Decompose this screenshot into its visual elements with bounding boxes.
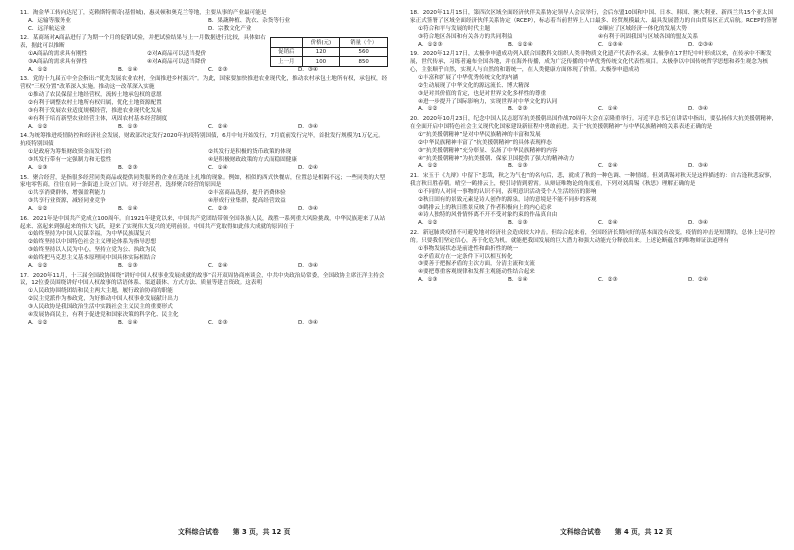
question-stem: 19．2020年12月17日，太极拳申遗成功列入联合国教科文组织人类非物质文化遗产代表作名录。太极拳在17世纪中叶形成以来，在传承中不断发展，世代传承，习练者遍布全国各地，并在海外传播，成为广泛传播的中华优秀传统文化代表性项目。太极拳以中国传统哲学思想和养生观念为核心，主张顺乎自然，实现人与自然的和谐统一，在人类健康方面体现了价值。太极拳申遗成功 — [410, 51, 772, 73]
statement-2: ②顺应了区域经济一体化的发展大势 — [598, 25, 687, 32]
option-b[interactable]: B．①④ — [508, 277, 528, 284]
question-16 — [20, 216, 388, 271]
statement-1: ①丰富和扩展了中华优秀传统文化的内涵 — [418, 74, 519, 81]
option-d[interactable]: D．②③④ — [688, 41, 713, 48]
statement-4: ④是积极财政政策的方式而稳固健康 — [208, 157, 297, 164]
statement-list — [410, 189, 778, 221]
option-c[interactable]: C．②④ — [208, 263, 228, 270]
answer-options — [20, 320, 388, 328]
statement-list — [410, 26, 778, 42]
option-b[interactable]: B．①④ — [118, 206, 138, 213]
option-d[interactable]: D．②④ — [688, 277, 708, 284]
statement-3: ③有利于发展农业适度规模经营，推进农业现代化发展 — [28, 108, 162, 115]
question-20 — [410, 116, 778, 171]
option-c[interactable]: C．②④ — [208, 123, 228, 130]
answer-options — [410, 220, 778, 228]
option-d[interactable]: D．③④ — [688, 163, 708, 170]
table-cell: 促销后 — [271, 47, 303, 57]
page-4-column — [410, 10, 778, 287]
answer-options — [410, 163, 778, 171]
table-header-row — [271, 38, 388, 48]
page-3-column — [20, 10, 388, 330]
page-footer-3 — [178, 526, 290, 536]
statement-2: ②有利于调整农村土地所有权归属，优化土地资源配置 — [28, 100, 162, 107]
question-19 — [410, 51, 778, 114]
option-a[interactable]: A．①② — [418, 163, 438, 170]
question-18 — [410, 10, 778, 50]
option-b[interactable]: B．①③ — [118, 263, 138, 270]
question-stem: 18．2020年11月15日，第四次区域全面经济伙伴关系协定领导人会议举行，会后东盟10国和中国、日本、韩国、澳大利亚、新西兰共15个亚太国家正式签署了区域全面经济伙伴关系协定（RCEP），标志着当前世界上人口最多、经贸规模最大、最具发展潜力的自由贸易区正式启航。RCEP的签署 — [410, 10, 778, 24]
option-b[interactable]: B．①③ — [508, 163, 528, 170]
statement-3: ③符合地区各国和有关各方的共同利益 — [418, 33, 513, 40]
option-a[interactable]: A．①② — [28, 320, 48, 326]
table-cell: 100 — [302, 57, 340, 67]
answer-options — [20, 18, 388, 34]
statement-1: ①共享消费群体，增强盈利能力 — [28, 190, 106, 197]
option-b[interactable]: B．①②④ — [508, 41, 533, 48]
table-row — [271, 47, 388, 57]
option-a[interactable]: A．①② — [28, 123, 48, 130]
page-number: 第 3 页，共 12 页 — [232, 528, 291, 536]
option-d[interactable]: D．③④ — [298, 123, 318, 130]
page-number: 第 4 页，共 12 页 — [614, 528, 673, 536]
price-sales-table — [270, 37, 388, 67]
option-b[interactable]: B．②③ — [118, 165, 138, 171]
question-17 — [20, 273, 388, 328]
exam-title: 文科综合试卷 — [560, 528, 601, 536]
statement-list — [20, 92, 388, 124]
statement-2: ②民主党派作为参政党，为好推动中国人权事业发展献计出力 — [28, 296, 179, 303]
page-footer-4 — [560, 526, 672, 536]
statement-1: ①人民政协围绕团结和民主两大主题，履行政治协商的职能 — [28, 288, 173, 295]
question-stem: 14.为统筹推进疫情防控和经济社会发展，财政部决定发行2020年抗疫特别国债，6月中旬开始发行，7月底前发行完毕，首批发行规模为1万亿元。抗疫特别国债 — [20, 133, 384, 148]
question-stem: 21．宋玉于《九辩》中留下“悲哉，秋之为气也”的名句后，悲，就成了秋的一种色调、一种情绪。但刘禹锡对秋天是这样描述的：自古逢秋悲寂寥，我言秋日胜春朝。晴空一鹤排云上，便引诗情到碧霄。从辩证唯物论的角度看，下列对刘禹锡《秋思》理解正确的是 — [410, 172, 776, 187]
answer-options — [410, 277, 778, 285]
question-11 — [20, 10, 388, 34]
question-stem: 17．2020年11月，十三届全国政协围绕“讲好中国人权事业发展成就的故事”召开双周协商座谈会，中共中央政治局常委，全国政协主席汪洋主持会议，12位委员围绕讲好中国人权故事的话语体系、渠道载体、方式方法、质量等建言资政。这表明 — [20, 272, 385, 287]
question-stem: 16．2021年是中国共产党成立100周年。自1921年建党以来，中国共产党团结带领全国各族人民，战胜一系列重大风险挑战，中华民族迎来了从站起来、富起来到强起来的伟大飞跃，迎来了实现伟大复兴的光明前景。中国共产党取得如此伟大成就的原因在于 — [20, 215, 386, 230]
option-b[interactable]: B．①④ — [118, 320, 138, 326]
statement-list — [20, 149, 388, 165]
option-c[interactable]: C．①④ — [208, 165, 228, 171]
option-d[interactable]: D．③④ — [298, 66, 318, 73]
question-stem: 12．某商场对A商品进行了为期一个月的促销试验，并把试验结果与上一月数据进行比较，具体如右表，据此可以推断 — [20, 35, 266, 50]
statement-2: ②中华民族精神丰富了“抗美援朝精神”的具体表现样态 — [418, 139, 552, 146]
question-14 — [20, 133, 388, 173]
option-b[interactable]: B．果蔬种植、洗衣、杂货等行业 — [208, 17, 291, 24]
statement-2: ②矛盾双方在一定条件下可以相互转化 — [418, 253, 513, 260]
question-stem: 22．新冠肺炎疫情不可避免地对经济社会造成较大冲击。但综合起来看，全国经济长期向好的基本面没有改变，疫情的冲击是短期的，总体上是可控的。只要我们坚定信心，善于化危为机，就能把我国发展的巨大潜力和强大动能充分释放出来。上述论断蕴含的唯物辩证法道理有 — [410, 229, 776, 244]
answer-options — [20, 165, 388, 173]
statement-4: ④发展协商民主，有利于促进党和国家决策的科学化、民主化 — [28, 312, 179, 319]
option-c[interactable]: C．②③ — [208, 206, 228, 213]
answer-options — [20, 263, 388, 271]
question-15 — [20, 175, 388, 215]
statement-1: ①“抗美援朝精神”是对中华民族精神的丰富和发展 — [418, 131, 541, 138]
option-c[interactable]: C．②④ — [598, 220, 618, 227]
table-header-cell — [271, 38, 303, 48]
statement-4: ④进一步提升了国际影响力，实现世界对中华文化的认同 — [418, 98, 558, 105]
option-b[interactable]: B．①④ — [118, 66, 138, 73]
statement-4: ④始终把马克思主义基本原理同中国具体实际相结合 — [28, 255, 157, 262]
statement-2: ②其发行是积极的货币政策的体现 — [208, 149, 292, 156]
option-d[interactable]: D．③④ — [298, 206, 318, 213]
option-a[interactable]: A．①② — [28, 263, 48, 270]
statement-1: ①A商品的需求具有刚性 — [28, 51, 88, 58]
question-13 — [20, 76, 388, 131]
answer-options — [20, 124, 388, 132]
option-a[interactable]: A．①② — [28, 66, 48, 73]
option-b[interactable]: B．②③ — [508, 106, 528, 113]
statement-1: ①始终坚持为中国人民谋幸福，为中华民族谋复兴 — [28, 231, 151, 238]
statement-3: ③要善于把握矛盾的主次方面，分清主流和支流 — [418, 261, 535, 268]
option-a[interactable]: A．运输等服务业 — [28, 17, 71, 24]
option-c[interactable]: C．①④ — [598, 106, 618, 113]
statement-list — [20, 288, 388, 320]
statement-2: ②丰富商品选择，提升消费体验 — [208, 190, 286, 197]
statement-list — [20, 51, 266, 67]
statement-3: ③A商品的需求具有弹性 — [28, 59, 88, 66]
option-d[interactable]: D．宗教文化产业 — [208, 25, 252, 32]
table-cell: 120 — [302, 47, 340, 57]
answer-options — [20, 206, 388, 214]
statement-1: ①符合和平与发展的时代主题 — [418, 25, 491, 32]
statement-list — [410, 246, 778, 278]
question-stem: 11．淘金华工转向达尼丁，克赖斯特彻奇(基督城)，惠灵顿和奥克兰等地，主要从事的产业最可能是 — [20, 10, 267, 16]
option-c[interactable]: C．②④ — [598, 163, 618, 170]
statement-1: ①推动了农民保留土地经营权，流转土地承包权的意愿 — [28, 92, 162, 99]
option-c[interactable]: C．远洋航运业 — [28, 25, 66, 32]
option-c[interactable]: C．②③ — [208, 320, 228, 326]
option-d[interactable]: D．③④ — [298, 263, 318, 270]
question-stem: 13．党的十九届五中全会指出:“优先发展农业农村，全面推进乡村振兴”。为此，国家要加快推进农业现代化，推动农村承包土地所有权，承包权，经营权“三权分置”改革深入实施。推动这一改革深入实施 — [20, 76, 388, 91]
option-a[interactable]: A．①③ — [28, 165, 48, 171]
exam-title: 文科综合试卷 — [178, 528, 219, 536]
statement-3: ③其发行带有一定强制力和无偿性 — [28, 157, 112, 164]
statement-2: ②秋日固有的景致元素是诗人创作的源泉，诗的意境是不能不同步的客观 — [418, 196, 597, 203]
statement-1: ①事物发展状态是前进性和曲折性的统一 — [418, 245, 519, 252]
option-d[interactable]: D．②④ — [298, 165, 318, 171]
statement-4: ④诗人独特的风骨情怀离不开不受对象约束的作品真自由 — [418, 212, 558, 219]
answer-options — [410, 106, 778, 114]
option-d[interactable]: D．③④ — [688, 106, 708, 113]
statement-3: ③共享行业资源，减轻同业竞争 — [28, 198, 106, 205]
question-stem: 20．2020年10月23日，纪念中国人民志愿军抗美援朝出国作战70周年大会在京隆重举行。习近平总书记在讲话中指出，要弘扬伟大抗美援朝精神，在全面开启中国特色社会主义现代化国家建设新征程中勇敢前进。关于“抗美援朝精神”与中华民族精神的关系表述正确的是 — [410, 115, 778, 130]
statement-4: ④有利于培育新型农业经营主体，巩固农村基本经营制度 — [28, 115, 168, 122]
option-d[interactable]: D．③④ — [688, 220, 708, 227]
statement-4: ④形成行业集群，提高经营效益 — [208, 198, 286, 205]
option-d[interactable]: D．③④ — [298, 320, 318, 326]
statement-list — [20, 190, 388, 206]
table-cell: 850 — [340, 57, 388, 67]
option-a[interactable]: A．①③ — [418, 277, 438, 284]
answer-options — [20, 67, 388, 75]
option-b[interactable]: B．①③ — [508, 220, 528, 227]
question-stem: 15．聚合经营，是指很多经营同类商品或提供同类服务的企业在选址上扎堆的现象。例如，相似的西式快餐店，位置总是相隔不远；一些同类的大型家电零售商，往往在同一条街道上设立门店。对于经营者，选择聚合经营的原因是 — [20, 174, 386, 189]
statement-3: ③鹤排云上的秋日胜景反映了作者积极向上的内心追求 — [418, 204, 552, 211]
statement-1: ①是政府为筹集财政资金而发行的 — [28, 149, 112, 156]
statement-4: ④对A商品可以适当降价 — [147, 59, 207, 66]
statement-list — [410, 75, 778, 107]
table-header-cell: 价格(元) — [302, 38, 340, 48]
answer-options — [410, 42, 778, 50]
table-cell: 上一月 — [271, 57, 303, 67]
table-header-cell: 销量（个） — [340, 38, 388, 48]
option-c[interactable]: C．②③ — [208, 66, 228, 73]
table-cell: 560 — [340, 47, 388, 57]
question-21 — [410, 173, 778, 228]
option-a[interactable]: A．①② — [418, 106, 438, 113]
statement-list — [20, 231, 388, 263]
option-c[interactable]: C．②③ — [598, 277, 618, 284]
statement-3: ③始终坚持以人民为中心，坚持立党为公、执政为民 — [28, 247, 157, 254]
statement-3: ③人民政协是我国政治生活中实践社会主义民主的重要形式 — [28, 304, 173, 311]
statement-4: ④“抗美援朝精神”为抗美援朝、保家卫国提供了强大的精神动力 — [418, 155, 575, 162]
table-row — [271, 57, 388, 67]
statement-2: ②对A商品可以适当提价 — [147, 51, 207, 58]
statement-4: ④要把尊重客观规律和发挥主观能动性结合起来 — [418, 269, 535, 276]
statement-2: ②始终坚持以中国特色社会主义理论体系为指导思想 — [28, 239, 157, 246]
statement-2: ②生动展现了中华文化的源远流长、博大精深 — [418, 82, 530, 89]
option-a[interactable]: A．①②③ — [418, 41, 443, 48]
option-a[interactable]: A．①② — [28, 206, 48, 213]
option-a[interactable]: A．①② — [418, 220, 438, 227]
statement-4: ④有利于巩固我国与区域各国的盟友关系 — [598, 33, 699, 40]
question-22 — [410, 230, 778, 285]
option-c[interactable]: C．①③④ — [598, 41, 623, 48]
statement-3: ③“抗美援朝精神”充分彰显、弘扬了中华民族精神的内容 — [418, 147, 558, 154]
statement-1: ①不同的人对同一事物的认识不同，表明意识活动受个人生活经历的影响 — [418, 188, 597, 195]
option-b[interactable]: B．①③ — [118, 123, 138, 130]
question-12 — [20, 35, 388, 75]
statement-3: ③是对其价值的肯定，也是对世界文化多样性的尊重 — [418, 90, 547, 97]
statement-list — [410, 132, 778, 164]
